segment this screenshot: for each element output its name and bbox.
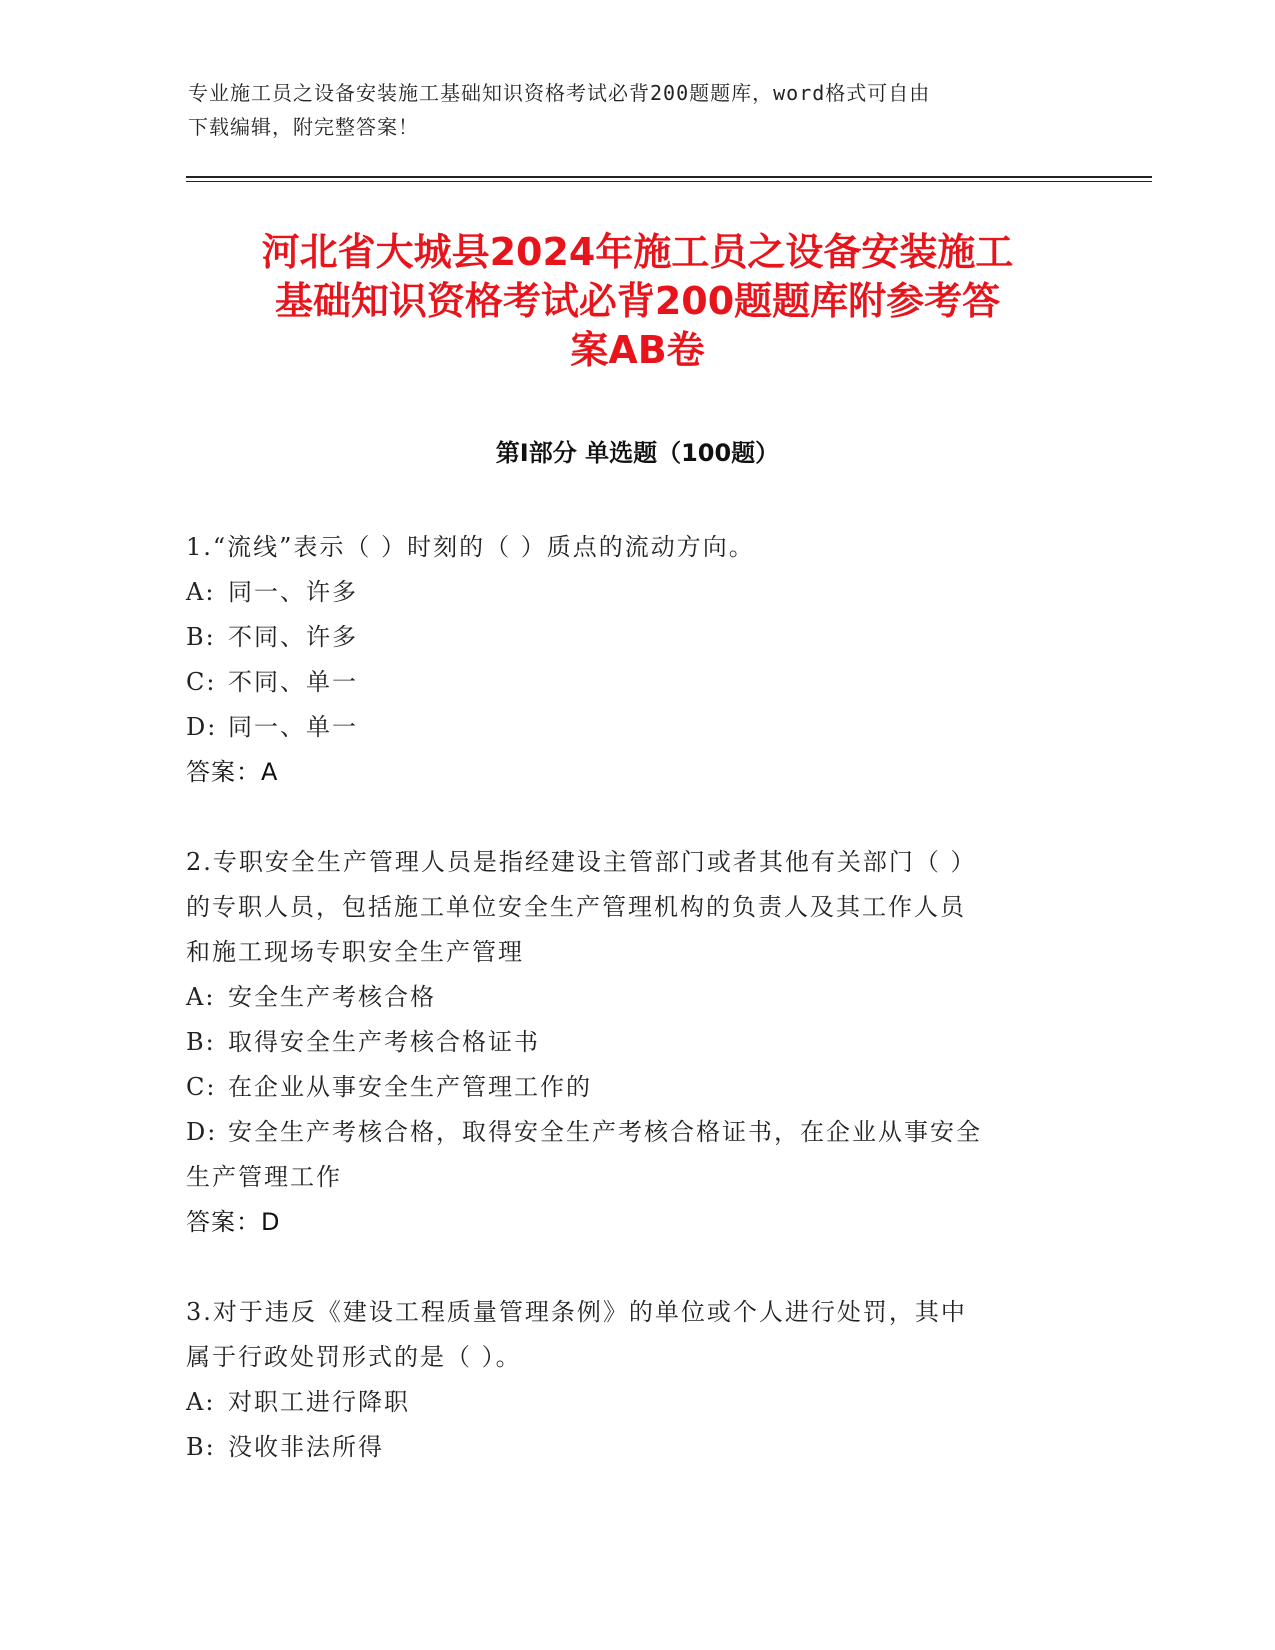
title-line-3: 案AB卷: [570, 328, 705, 372]
option-letter: B:: [186, 1028, 216, 1056]
option-letter: B:: [186, 1433, 216, 1461]
header-note-line-1: 专业施工员之设备安装施工基础知识资格考试必背200题题库，word格式可自由: [188, 81, 931, 105]
option-letter: D:: [186, 1118, 218, 1146]
question-spacer: [186, 795, 1066, 840]
header-note-line-2: 下载编辑，附完整答案！: [188, 115, 419, 139]
option-text: 在企业从事安全生产管理工作的: [228, 1073, 592, 1101]
option-a: [186, 1380, 1066, 1425]
question-3: [186, 1290, 1066, 1470]
option-text: 生产管理工作: [186, 1163, 342, 1191]
option-d-continued: [186, 1155, 1066, 1200]
option-letter: B:: [186, 623, 216, 651]
option-letter: C:: [186, 1073, 217, 1101]
question-stem: 和施工现场专职安全生产管理: [186, 938, 524, 966]
option-c: [186, 660, 1066, 705]
option-text: 对职工进行降职: [228, 1388, 410, 1416]
question-1: [186, 525, 1066, 795]
question-stem: 的专职人员，包括施工单位安全生产管理机构的负责人及其工作人员: [186, 893, 966, 921]
document-title: [150, 228, 1125, 375]
section-heading: 第Ⅰ部分 单选题（100题）: [495, 439, 780, 467]
option-letter: A:: [186, 983, 216, 1011]
question-stem: 3.对于违反《建设工程质量管理条例》的单位或个人进行处罚，其中: [186, 1298, 967, 1326]
option-b: [186, 1020, 1066, 1065]
option-c: [186, 1065, 1066, 1110]
question-spacer: [186, 1245, 1066, 1290]
option-text: 同一、许多: [228, 578, 358, 606]
question-stem: 1.“流线”表示（ ）时刻的（ ）质点的流动方向。: [186, 533, 755, 561]
header-rule-thin: [186, 181, 1152, 182]
header-note: [188, 76, 1068, 144]
option-a: [186, 975, 1066, 1020]
title-line-1: 河北省大城县2024年施工员之设备安装施工: [261, 230, 1014, 274]
answer-label: 答案：A: [186, 758, 279, 786]
option-b: [186, 615, 1066, 660]
option-text: 没收非法所得: [228, 1433, 384, 1461]
question-stem: 2.专职安全生产管理人员是指经建设主管部门或者其他有关部门（ ）: [186, 848, 977, 876]
option-b: [186, 1425, 1066, 1470]
answer-label: 答案：D: [186, 1208, 281, 1236]
header-rule-thick: [186, 176, 1152, 178]
option-letter: C:: [186, 668, 217, 696]
option-text: 不同、许多: [228, 623, 358, 651]
option-d: [186, 705, 1066, 750]
option-letter: D:: [186, 713, 218, 741]
option-letter: A:: [186, 1388, 216, 1416]
option-d: [186, 1110, 1066, 1155]
option-letter: A:: [186, 578, 216, 606]
option-text: 不同、单一: [228, 668, 358, 696]
title-line-2: 基础知识资格考试必背200题题库附参考答: [274, 279, 1001, 323]
question-stem: 属于行政处罚形式的是（ ）。: [186, 1343, 522, 1371]
option-text: 同一、单一: [228, 713, 358, 741]
option-text: 取得安全生产考核合格证书: [228, 1028, 540, 1056]
question-list: [186, 525, 1066, 1470]
option-text: 安全生产考核合格: [228, 983, 436, 1011]
question-2: [186, 840, 1066, 1245]
option-a: [186, 570, 1066, 615]
option-text: 安全生产考核合格，取得安全生产考核合格证书，在企业从事安全: [228, 1118, 982, 1146]
